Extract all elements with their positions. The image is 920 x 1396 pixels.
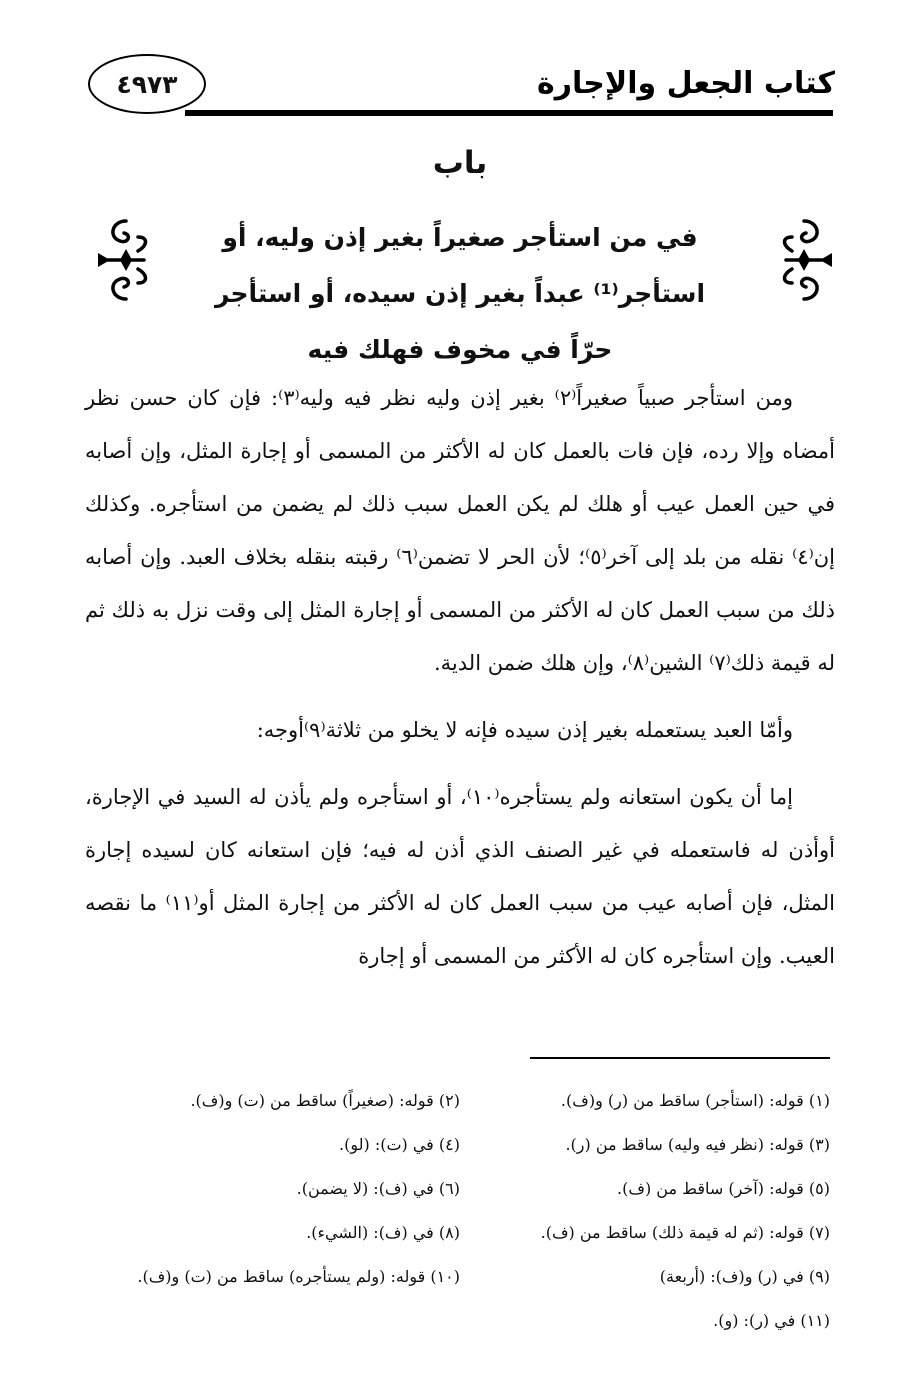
footnote: (٧) قوله: (ثم له قيمة ذلك) ساقط من (ف). <box>540 1222 830 1242</box>
footnote: (٥) قوله: (آخر) ساقط من (ف). <box>617 1178 830 1198</box>
ornament-right-icon <box>774 215 834 305</box>
body-text <box>85 372 835 983</box>
footnote: (٣) قوله: (نظر فيه وليه) ساقط من (ر). <box>565 1134 830 1154</box>
paragraph: إما أن يكون استعانه ولم يستأجره⁽١٠⁾، أو استأجره ولم يأذن له السيد في الإجارة، أوأذن له فاستعمله في غير الصنف الذي أذن له فيه؛ فإن استعانه كان لسيده إجارة المثل، فإن أصابه عيب من سبب العمل كان له الأكثر من إجارة المثل أو⁽١١⁾ ما نقصه العيب. وإن استأجره كان له الأكثر من المسمى أو إجارة <box>85 785 836 968</box>
chapter-title-line: حرّاً في مخوف فهلك فيه <box>307 335 613 364</box>
page-number-frame <box>88 54 206 114</box>
paragraph: وأمّا العبد يستعمله بغير إذن سيده فإنه لا يخلو من ثلاثة⁽٩⁾أوجه: <box>256 718 793 742</box>
header-rule <box>185 110 833 116</box>
ornament-left-icon <box>96 215 156 305</box>
chapter-label: باب <box>432 145 488 181</box>
footnote: (١٠) قوله: (ولم يستأجره) ساقط من (ت) و(ف). <box>137 1266 460 1286</box>
chapter-title-line: استأجر⁽¹⁾ عبداً بغير إذن سيده، أو استأجر <box>214 279 706 308</box>
chapter-title-line: في من استأجر صغيراً بغير إذن وليه، أو <box>222 223 698 252</box>
footnote: (٤) في (ت): (لو). <box>339 1134 460 1154</box>
footnote-row <box>90 1078 830 1122</box>
footnote: (٩) في (ر) و(ف): (أربعة) <box>659 1266 830 1286</box>
footnote-rule <box>530 1057 830 1059</box>
footnotes <box>90 1078 830 1342</box>
chapter-title <box>180 210 740 378</box>
footnote: (١) قوله: (استأجر) ساقط من (ر) و(ف). <box>560 1090 830 1110</box>
footnote-row <box>90 1210 830 1254</box>
paragraph: ومن استأجر صبياً صغيراً⁽٢⁾ بغير إذن وليه نظر فيه وليه⁽٣⁾: فإن كان حسن نظر أمضاه وإلا رده، فإن فات بالعمل كان له الأكثر من المسمى أو إجارة المثل، وإن أصابه في حين العمل عيب أو هلك لم يكن العمل سبب ذلك لم يضمن من استأجره. وكذلك إن⁽٤⁾ نقله من بلد إلى آخر⁽٥⁾؛ لأن الحر لا تضمن⁽٦⁾ رقبته بنقله بخلاف العبد. وإن أصابه ذلك من سبب العمل كان له الأكثر من المسمى أو إجارة المثل إلى وقت نزل به ذلك ثم له قيمة ذلك⁽٧⁾ الشين⁽٨⁾، وإن هلك ضمن الدية. <box>85 386 835 675</box>
footnote: (٦) في (ف): (لا يضمن). <box>296 1178 460 1198</box>
page-number: ٤٩٧٣ <box>116 69 178 99</box>
footnote-row <box>90 1122 830 1166</box>
footnote-row <box>90 1254 830 1298</box>
footnote: (٢) قوله: (صغيراً) ساقط من (ت) و(ف). <box>190 1090 460 1110</box>
footnote-row <box>90 1298 830 1342</box>
footnote-row <box>90 1166 830 1210</box>
running-title: كتاب الجعل والإجارة <box>536 66 835 101</box>
footnote: (٨) في (ف): (الشيء). <box>306 1222 460 1242</box>
footnote: (١١) في (ر): (و). <box>713 1310 830 1330</box>
